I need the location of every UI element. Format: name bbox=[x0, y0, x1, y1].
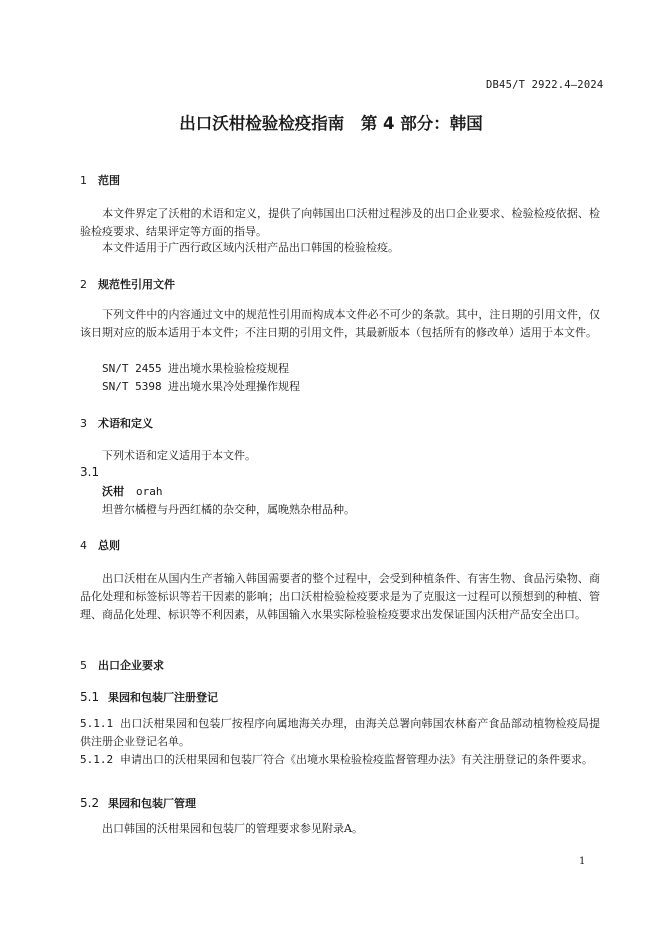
paragraph-text: 本文件适用于广西行政区域内沃柑产品出口韩国的检验检疫。 bbox=[102, 241, 399, 254]
section-1-heading bbox=[80, 172, 120, 188]
section-1-paragraph-1 bbox=[80, 205, 600, 241]
subsection-number: 5.1 bbox=[80, 690, 100, 704]
paragraph-text: 下列术语和定义适用于本文件。 bbox=[102, 449, 256, 462]
term-entry bbox=[102, 483, 163, 499]
clause-text: 出口沃柑果园和包装厂按程序向属地海关办理，由海关总署向韩国农林畜产食品部动植物检疫局提供注册企业登记名单。 bbox=[80, 717, 600, 748]
clause-number: 5.1.1 bbox=[80, 717, 114, 730]
section-1-paragraph-2 bbox=[80, 239, 600, 257]
reference-item bbox=[102, 360, 289, 376]
section-4-paragraph-1 bbox=[80, 570, 600, 624]
section-title: 出口企业要求 bbox=[98, 659, 164, 672]
clause-5-1-2 bbox=[80, 751, 600, 769]
clause-text: 申请出口的沃柑果园和包装厂符合《出境水果检验检疫监督管理办法》有关注册登记的条件要求。 bbox=[120, 753, 593, 766]
subsection-title: 果园和包装厂注册登记 bbox=[108, 691, 218, 704]
section-number: 2 bbox=[80, 278, 87, 291]
section-3-heading bbox=[80, 415, 153, 431]
page-number: 1 bbox=[579, 856, 586, 867]
paragraph-text: 下列文件中的内容通过文中的规范性引用而构成本文件必不可少的条款。其中，注日期的引用文件，仅该日期对应的版本适用于本文件；不注日期的引用文件，其最新版本（包括所有的修改单）适用于本文件。 bbox=[80, 308, 600, 339]
paragraph-text: 出口沃柑在从国内生产者输入韩国需要者的整个过程中，会受到种植条件、有害生物、食品污染物、商品化处理和标签标识等若干因素的影响；出口沃柑检验检疫要求是为了克服这一过程可以预想到的种植、管理、商品化处理、标识等不利因素，从韩国输入水果实际检验检疫要求出发保证国内沃柑产品安全出口。 bbox=[80, 572, 600, 621]
reference-item bbox=[102, 378, 300, 394]
paragraph-text: 本文件界定了沃柑的术语和定义，提供了向韩国出口沃柑过程涉及的出口企业要求、检验检疫依据、检验检疫要求、结果评定等方面的指导。 bbox=[80, 207, 600, 238]
reference-code: SN/T 5398 bbox=[102, 380, 162, 393]
section-title: 规范性引用文件 bbox=[98, 278, 175, 291]
subsection-title: 果园和包装厂管理 bbox=[108, 797, 196, 810]
subsection-5-2-heading bbox=[80, 795, 196, 811]
term-definition: 坦普尔橘橙与丹西红橘的杂交种，属晚熟杂柑品种。 bbox=[102, 503, 355, 516]
section-number: 1 bbox=[80, 174, 87, 187]
section-2-paragraph-1 bbox=[80, 306, 600, 342]
reference-code: SN/T 2455 bbox=[102, 362, 162, 375]
subsection-5-1-heading bbox=[80, 689, 218, 705]
section-number: 3 bbox=[80, 417, 87, 430]
section-number: 4 bbox=[80, 539, 87, 552]
subsection-5-2-paragraph-1 bbox=[80, 820, 600, 838]
paragraph-text: 出口韩国的沃柑果园和包装厂的管理要求参见附录A。 bbox=[102, 822, 363, 835]
term-chinese: 沃柑 bbox=[102, 485, 124, 498]
reference-title: 进出境水果冷处理操作规程 bbox=[168, 380, 300, 393]
document-title: 出口沃柑检验检疫指南 第 4 部分：韩国 bbox=[179, 114, 483, 133]
section-number: 5 bbox=[80, 659, 87, 672]
subsection-number: 5.2 bbox=[80, 796, 100, 810]
clause-5-1-1 bbox=[80, 715, 600, 751]
section-title: 总则 bbox=[98, 539, 120, 552]
section-title: 术语和定义 bbox=[98, 417, 153, 430]
section-2-heading bbox=[80, 276, 175, 292]
section-title: 范围 bbox=[98, 174, 120, 187]
section-3-paragraph-1 bbox=[80, 447, 600, 465]
clause-number: 5.1.2 bbox=[80, 753, 114, 766]
reference-title: 进出境水果检验检疫规程 bbox=[168, 362, 289, 375]
section-5-heading bbox=[80, 657, 164, 673]
term-english: orah bbox=[136, 485, 163, 498]
term-number: 3.1 bbox=[80, 465, 100, 479]
section-4-heading bbox=[80, 537, 120, 553]
standard-number: DB45/T 2922.4—2024 bbox=[486, 79, 604, 91]
